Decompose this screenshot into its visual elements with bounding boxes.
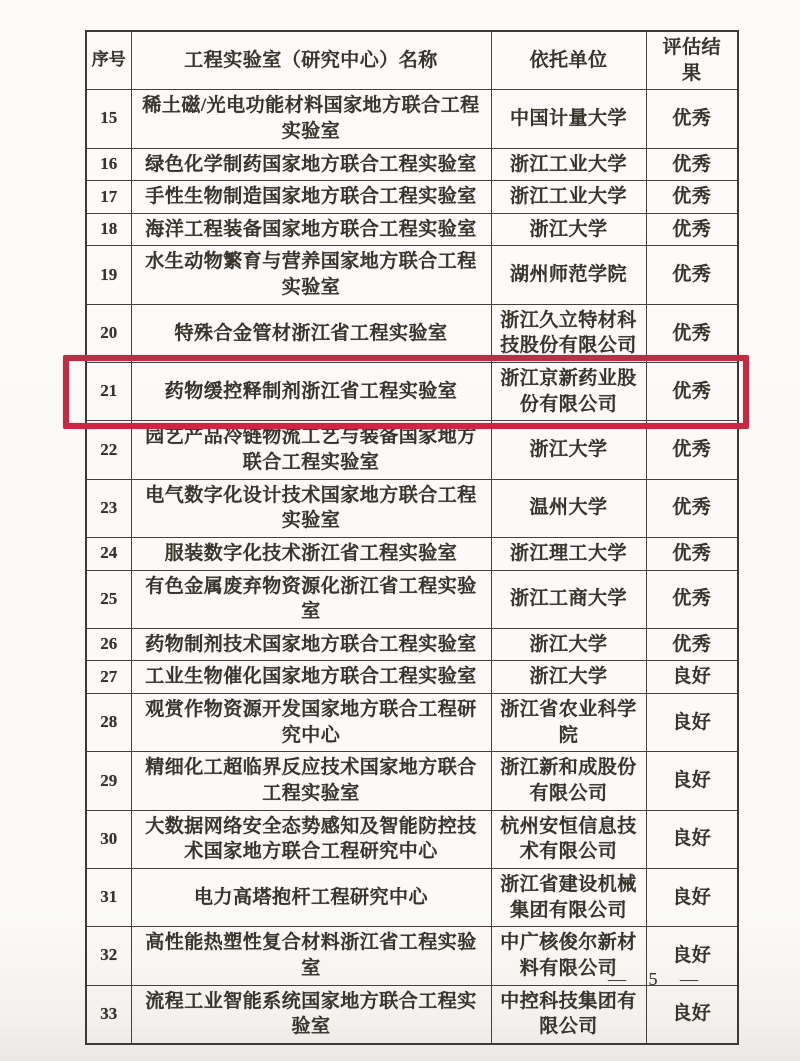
table-row [86, 628, 738, 661]
row-number: 23 [86, 479, 131, 537]
lab-name: 手性生物制造国家地方联合工程实验室 [131, 181, 491, 214]
supporting-unit: 浙江大学 [491, 421, 646, 479]
row-number: 33 [86, 985, 131, 1044]
supporting-unit: 浙江工业大学 [491, 148, 646, 181]
row-number: 32 [86, 927, 131, 985]
lab-name: 药物缓控释制剂浙江省工程实验室 [131, 363, 491, 421]
page-number: — 5 — [608, 969, 699, 989]
table-row [86, 213, 738, 246]
supporting-unit: 浙江京新药业股份有限公司 [491, 363, 646, 421]
lab-name: 药物制剂技术国家地方联合工程实验室 [131, 628, 491, 661]
supporting-unit: 浙江大学 [491, 661, 646, 694]
header-no: 序号 [86, 31, 131, 90]
row-number: 17 [86, 181, 131, 214]
supporting-unit: 中控科技集团有限公司 [491, 985, 646, 1044]
row-number: 18 [86, 213, 131, 246]
table-row [86, 90, 738, 148]
table-row [86, 479, 738, 537]
lab-name: 电气数字化设计技术国家地方联合工程实验室 [131, 479, 491, 537]
table-row [86, 363, 738, 421]
evaluation-result: 良好 [646, 661, 738, 694]
supporting-unit: 温州大学 [491, 479, 646, 537]
row-number: 30 [86, 810, 131, 868]
lab-name: 有色金属废弃物资源化浙江省工程实验室 [131, 570, 491, 628]
evaluation-result: 优秀 [646, 570, 738, 628]
table-row [86, 661, 738, 694]
table-row [86, 694, 738, 752]
table-row [86, 985, 738, 1044]
evaluation-result: 良好 [646, 868, 738, 926]
supporting-unit: 浙江久立特材科技股份有限公司 [491, 304, 646, 362]
row-number: 25 [86, 570, 131, 628]
table-row [86, 304, 738, 362]
row-number: 20 [86, 304, 131, 362]
evaluation-table [85, 30, 739, 1045]
evaluation-result: 优秀 [646, 628, 738, 661]
table-row [86, 810, 738, 868]
lab-name: 工业生物催化国家地方联合工程实验室 [131, 661, 491, 694]
header-result [646, 31, 738, 90]
table-row [86, 537, 738, 570]
lab-name: 大数据网络安全态势感知及智能防控技术国家地方联合工程研究中心 [131, 810, 491, 868]
table-row [86, 868, 738, 926]
table-row [86, 752, 738, 810]
lab-name: 高性能热塑性复合材料浙江省工程实验室 [131, 927, 491, 985]
row-number: 19 [86, 246, 131, 304]
table-row [86, 421, 738, 479]
header-result-label: 评估结果 [662, 37, 721, 84]
row-number: 28 [86, 694, 131, 752]
row-number: 29 [86, 752, 131, 810]
lab-name: 电力高塔抱杆工程研究中心 [131, 868, 491, 926]
table-row [86, 570, 738, 628]
row-number: 21 [86, 363, 131, 421]
evaluation-result: 良好 [646, 752, 738, 810]
row-number: 22 [86, 421, 131, 479]
header-lab-name: 工程实验室（研究中心）名称 [131, 31, 491, 90]
supporting-unit: 浙江省建设机械集团有限公司 [491, 868, 646, 926]
table-row [86, 181, 738, 214]
supporting-unit: 湖州师范学院 [491, 246, 646, 304]
row-number: 24 [86, 537, 131, 570]
lab-name: 稀土磁/光电功能材料国家地方联合工程实验室 [131, 90, 491, 148]
table-row [86, 148, 738, 181]
evaluation-result: 优秀 [646, 421, 738, 479]
lab-name: 海洋工程装备国家地方联合工程实验室 [131, 213, 491, 246]
lab-name: 流程工业智能系统国家地方联合工程实验室 [131, 985, 491, 1044]
evaluation-result: 优秀 [646, 181, 738, 214]
lab-name: 观赏作物资源开发国家地方联合工程研究中心 [131, 694, 491, 752]
table-row [86, 246, 738, 304]
lab-name: 水生动物繁育与营养国家地方联合工程实验室 [131, 246, 491, 304]
evaluation-result: 优秀 [646, 537, 738, 570]
lab-name: 园艺产品冷链物流工艺与装备国家地方联合工程实验室 [131, 421, 491, 479]
evaluation-result: 良好 [646, 985, 738, 1044]
evaluation-result: 优秀 [646, 148, 738, 181]
lab-name: 绿色化学制药国家地方联合工程实验室 [131, 148, 491, 181]
row-number: 31 [86, 868, 131, 926]
header-unit: 依托单位 [491, 31, 646, 90]
supporting-unit: 浙江大学 [491, 213, 646, 246]
row-number: 27 [86, 661, 131, 694]
evaluation-result: 优秀 [646, 479, 738, 537]
table-body [86, 90, 738, 1044]
supporting-unit: 浙江新和成股份有限公司 [491, 752, 646, 810]
row-number: 16 [86, 148, 131, 181]
evaluation-result: 良好 [646, 810, 738, 868]
evaluation-result: 优秀 [646, 213, 738, 246]
evaluation-result: 优秀 [646, 90, 738, 148]
table-header-row [86, 31, 738, 90]
supporting-unit: 中广核俊尔新材料有限公司 [491, 927, 646, 985]
row-number: 15 [86, 90, 131, 148]
evaluation-result: 优秀 [646, 363, 738, 421]
lab-name: 服装数字化技术浙江省工程实验室 [131, 537, 491, 570]
row-number: 26 [86, 628, 131, 661]
supporting-unit: 中国计量大学 [491, 90, 646, 148]
evaluation-result: 良好 [646, 927, 738, 985]
supporting-unit: 浙江工商大学 [491, 570, 646, 628]
supporting-unit: 浙江理工大学 [491, 537, 646, 570]
lab-name: 特殊合金管材浙江省工程实验室 [131, 304, 491, 362]
evaluation-result: 优秀 [646, 304, 738, 362]
lab-name: 精细化工超临界反应技术国家地方联合工程实验室 [131, 752, 491, 810]
supporting-unit: 浙江省农业科学院 [491, 694, 646, 752]
supporting-unit: 浙江工业大学 [491, 181, 646, 214]
supporting-unit: 杭州安恒信息技术有限公司 [491, 810, 646, 868]
supporting-unit: 浙江大学 [491, 628, 646, 661]
evaluation-result: 良好 [646, 694, 738, 752]
evaluation-result: 优秀 [646, 246, 738, 304]
